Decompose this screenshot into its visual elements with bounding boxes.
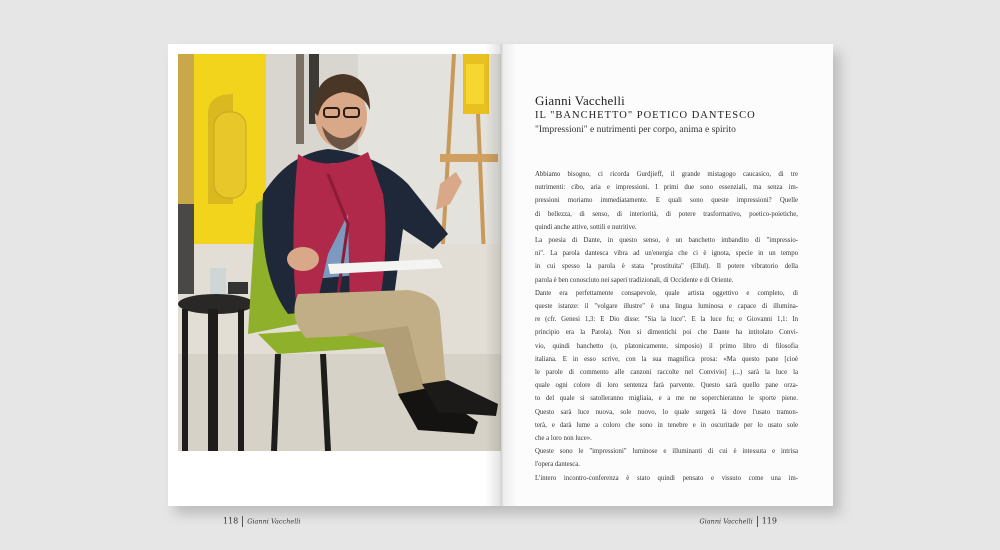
article-body	[535, 168, 798, 485]
left-page	[168, 44, 501, 526]
speaker-photo	[178, 54, 501, 451]
body-line: nutrimenti: cibo, aria e impressioni. I primi due sono essenziali, ma senza im-	[535, 184, 798, 192]
body-line: parola è ben conosciuto nei saperi tradizionali, di Occidente e di Oriente.	[535, 276, 734, 284]
body-line: Abbiamo bisogno, ci ricorda Gurdjieff, il grande mistagogo caucasico, di tre	[535, 171, 798, 178]
right-page	[501, 44, 833, 526]
article-subtitle: "Impressioni" e nutrimenti per corpo, anima e spirito	[535, 125, 736, 135]
body-line: le parole di commento alle canzoni raccolte nel Convivio] (...) sarà la luce la	[535, 369, 798, 377]
body-line: terà, e darà lume a coloro che sono in tenebre e in oscuritade per lo usato sole	[535, 421, 798, 429]
left-running-head: Gianni Vacchelli	[247, 517, 301, 526]
body-line: Dante era perfettamente consapevole, quale artista oggettivo e completo, di	[535, 289, 798, 297]
folio-divider	[242, 516, 243, 527]
speaker-photo-illustration	[178, 54, 501, 451]
body-line: L'intero incontro-conferenza è stato quindi pensato e vissuto come una im-	[535, 474, 798, 482]
body-line: queste istanze: il "volgare illustre" è una lingua luminosa e capace di illumina-	[535, 303, 798, 311]
body-line: ni". La parola dantesca vibra ad un'energia che ci è ignota, specie in un tempo	[535, 250, 798, 258]
right-page-number: 119	[761, 516, 777, 526]
article-author: Gianni Vacchelli	[535, 93, 625, 108]
body-line: pressioni moriamo immediatamente. E quali sono queste impressioni? Quelle	[535, 197, 798, 205]
body-line: vio, quindi banchetto (o, platonicamente, simposio) il primo libro di filosofia	[535, 342, 798, 350]
body-line: l'opera dantesca.	[535, 461, 581, 469]
folio-divider	[757, 516, 758, 527]
body-line: italiana. E in esso scrive, con la sua magnifica prosa: «Ma questo pane [cioè	[535, 355, 798, 363]
body-line: di bellezza, di senso, di interiorità, di potere trasformativo, poetico-poietiche,	[535, 210, 798, 218]
body-line: in cui spesso la parola è stata "prostituita" (Ellul). Il potere vibratorio della	[535, 263, 798, 271]
body-line: re (cfr. Genesi 1,3: E Dio disse: "Sia la luce". E la luce fu; e Giovanni 1,1: In	[535, 316, 798, 324]
body-line: quindi anche attive, sottili e nutritive.	[535, 223, 637, 231]
left-page-number: 118	[223, 516, 239, 526]
left-folio	[223, 516, 300, 527]
article-title: IL "BANCHETTO" POETICO DANTESCO	[535, 110, 756, 121]
right-folio	[700, 516, 777, 527]
body-line: principio era la Parola). Non si dimentichi poi che Dante ha intitolato Convi-	[535, 329, 798, 337]
right-running-head: Gianni Vacchelli	[699, 517, 753, 526]
body-line: Queste sono le "impressioni" luminose e illuminanti di cui è intessuta e intrisa	[535, 448, 798, 456]
body-line: Questo sarà luce nuova, sole nuovo, lo quale surgerà là dove l'usato tramon-	[535, 408, 798, 416]
body-line: La poesia di Dante, in questo senso, è un banchetto imbandito di "impressio-	[535, 237, 798, 245]
body-line: quale ogni colore di loro sentenza farà parvente. Questo sarà quello pane orza-	[535, 382, 798, 390]
body-line: to del quale si satolleranno migliaia, e a me ne soperchieranno le sporte piene.	[535, 395, 798, 403]
body-line: che a loro non luce».	[535, 435, 592, 443]
